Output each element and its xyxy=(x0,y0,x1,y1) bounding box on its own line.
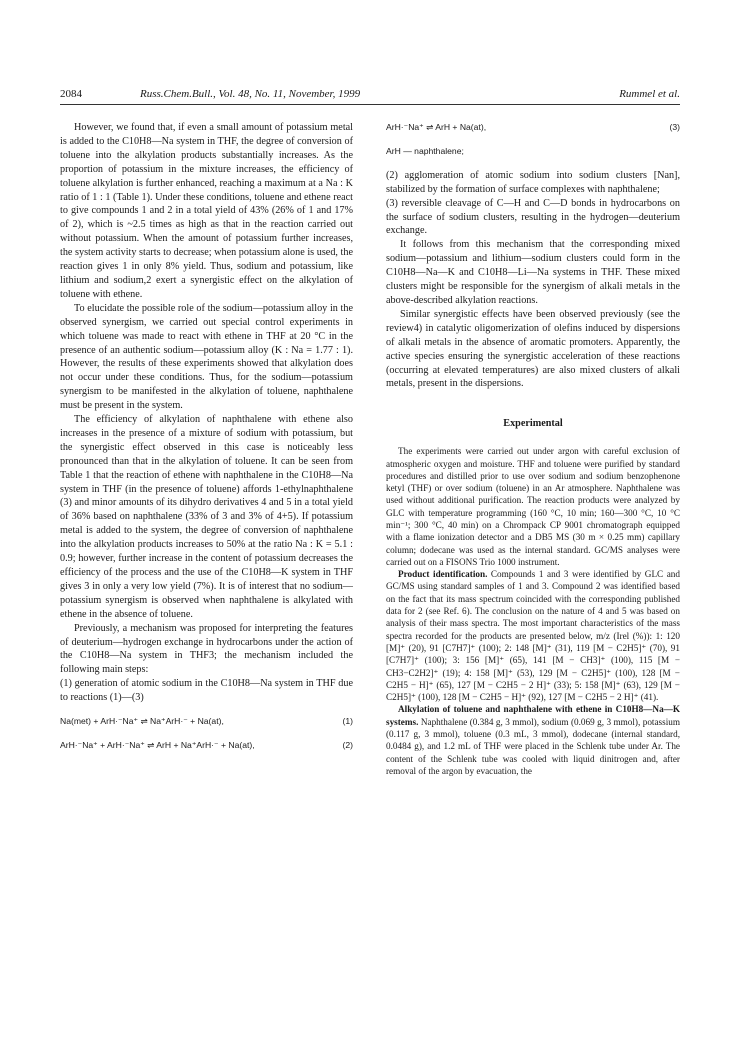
equation-2 xyxy=(60,739,353,753)
experimental-alkylation xyxy=(386,703,680,777)
equation-3-number: (3) xyxy=(669,122,680,132)
paragraph-alloy-control: To elucidate the possible role of the sodium—potassium alloy in the observed synergism, we carried out special control experiments in which toluene was made to react with ethene in THF at 20 °C in the presence of an authentic sodium—potassium alloy (K : Na = 1.77 : 1). However, the results of these experiments showed that alkylation does not occur under these conditions. Thus, for the sodium—potassium synergism to be manifested in the alkylation of toluene, naphthalene must be present in the system. xyxy=(60,302,353,412)
equation-1-number: (1) xyxy=(342,716,353,727)
equation-3-text: ArH·⁻Na⁺ ⇌ ArH + Na(at), xyxy=(386,122,487,132)
journal-citation: Russ.Chem.Bull., Vol. 48, No. 11, November, 1999 xyxy=(140,88,361,100)
paragraph-mechanism-intro: Previously, a mechanism was proposed for interpreting the features of deuterium—hydrogen exchange in hydrocarbons under the action of the C10H8—Na system in THF3; the mechanism included the following main steps: xyxy=(60,622,353,676)
right-column xyxy=(386,121,680,777)
left-column xyxy=(60,121,353,763)
identification-text: Compounds 1 and 3 were identified by GLC and GC/MS using standard samples of 1 and 3. Compound 2 was identified based on the fact that its mass spectrum coincided with the corresponding published data for 2 (see Ref. 6). The conclusion on the nature of 4 and 5 was based on analysis of their mass spectra. The most important characteristics of the mass spectra recorded for the products are presented below, m/z (Irel (%)): 1: 120 [M]⁺ (20), 91 [C7H7]⁺ (100); 2: 148 [M]⁺ (31), 119 [M − C2H5]⁺ (70), 91 [C7H7]⁺ (100); 3: 156 [M]⁺ (65), 141 [M − CH3]⁺ (100), 115 [M − CH3−C2H2]⁺ (19); 4: 158 [M]⁺ (53), 129 [M − C2H5]⁺ (100), 128 [M − C2H5 − H]⁺ (65), 127 [M − C2H5 − 2 H]⁺ (33); 5: 158 [M]⁺ (63), 129 [M − C2H5]⁺ (100), 128 [M − C2H5 − H]⁺ (92), 127 [M − C2H5 − 2 H]⁺ (41). xyxy=(386,569,680,703)
mechanism-step-2: (2) agglomeration of atomic sodium into sodium clusters [Nan], stabilized by the formation of surface complexes with naphthalene; xyxy=(386,169,680,195)
run-in-heading-alkylation: Alkylation of toluene and naphthalene with ethene in C10H8—Na—K systems. xyxy=(386,704,680,727)
paragraph-naphthalene-alkylation: The efficiency of alkylation of naphthalene with ethene also increases in the presence of a mixture of sodium with potassium, but the synergistic effect observed in this case is noticeably less pronounced than that in the alkylation of toluene. It can be seen from Table 1 that the reaction of ethene with naphthalene in the C10H8—Na system in THF (in the presence of toluene) affords 1-ethylnaphthalene (3) and minor amounts of its dihydro derivatives 4 and 5 in a total yield of 36% based on naphthalene (33% of 3 and 3% of 4+5). If potassium metal is added to the system, the degree of conversion of naphthalene into the alkylation products increases to 50% at the ratio Na : K = 5.1 : 0.9; however, further increase in the content of potassium decreases the efficiency of the process and the use of the C10H8—K system in THF gives 3 in only a very low yield (7%). It is of interest that no sodium—potassium synergism is observed when naphthalene is alkylated with ethene in the absence of toluene. xyxy=(60,414,353,620)
equation-2-text: ArH·⁻Na⁺ + ArH·⁻Na⁺ ⇌ ArH + Na⁺ArH·⁻ + Na(at), xyxy=(60,739,255,750)
equation-note: ArH — naphthalene; xyxy=(386,145,464,156)
experimental-general: The experiments were carried out under argon with careful exclusion of atmospheric oxygen and moisture. THF and toluene were purified by standard procedures and distilled prior to use over sodium and sodium benzophenone ketyl (THF) or over sodium (toluene) in an Ar atmosphere. Naphthalene was used without additional purification. The reaction products were analyzed by GLC with temperature programming (160 °C, 10 min; 160—300 °C, 10 °C min⁻¹; 300 °C, 40 min) on a Chrompack CP 9001 chromatograph equipped with a flame ionization detector and a DB5 MS (30 m × 0.25 mm) capillary column; dodecane was used as the internal standard. GC/MS analyses were carried out on a FISONS Trio 1000 instrument. xyxy=(386,446,680,567)
equation-2-number: (2) xyxy=(342,739,353,750)
run-in-heading-identification: Product identification. xyxy=(398,569,488,580)
running-authors: Rummel et al. xyxy=(619,88,680,100)
equation-1 xyxy=(60,715,353,729)
experimental-text xyxy=(386,445,680,777)
mechanism-step-3: (3) reversible cleavage of C—H and C—D bonds in hydrocarbons on the surface of sodium clusters, resulting in the hydrogen—deuterium exchange. xyxy=(386,197,680,237)
equation-3 xyxy=(386,121,680,135)
paragraph-mixed-clusters: It follows from this mechanism that the corresponding mixed sodium—potassium and lithium—sodium clusters could form in the C10H8—Na—K and C10H8—Li—Na systems in THF. These mixed clusters might be responsible for the synergism of alkali metals in the above-described alkylation reactions. xyxy=(386,239,680,306)
page-number: 2084 xyxy=(60,88,82,100)
mechanism-step-1: (1) generation of atomic sodium in the C10H8—Na system in THF due to reactions (1)—(3) xyxy=(60,678,353,704)
alkylation-text: Naphthalene (0.384 g, 3 mmol), sodium (0.069 g, 3 mmol), potassium (0.117 g, 3 mmol), toluene (0.3 mL, 3 mmol), dodecane (internal standard, 0.0484 g), and 1.2 mL of THF were placed in the Schlenk tube under Ar. The content of the Schlenk tube was cooled with liquid dinitrogen and, after removal of the argon by evacuation, the xyxy=(386,716,680,776)
equation-1-text: Na(met) + ArH·⁻Na⁺ ⇌ Na⁺ArH·⁻ + Na(at), xyxy=(60,716,224,727)
section-title-experimental: Experimental xyxy=(503,418,563,430)
experimental-identification xyxy=(386,568,680,703)
paragraph-potassium-effect: However, we found that, if even a small amount of potassium metal is added to the C10H8—Na system in THF, the degree of conversion of toluene into the alkylation products substantially increases. As the proportion of potassium in the mixture increases, the efficiency of toluene alkylation is further enhanced, reaching a maximum at a Na : K ratio of 1 : 1 (Table 1). Under these conditions, toluene and ethene react to give compounds 1 and 2 in a total yield of 43% (26% of 1 and 17% of 2), which is ~2.5 times as high as that in the reaction carried out without potassium. When the amount of potassium further increases, the system activity starts to decrease; when potassium alone is used, the reaction gives 1 in only 8% yield. Thus, sodium and potassium, like lithium and sodium,2 exert a synergistic effect on the alkylation of toluene with ethene. xyxy=(60,122,353,300)
running-header xyxy=(60,88,680,105)
paragraph-similar-effects: Similar synergistic effects have been observed previously (see the review4) in catalytic oligomerization of olefins induced by dispersions of alkali metals in the absence of aromatic promoters. Apparently, the active species ensuring the synergistic acceleration of these reactions (occurring at elevated temperatures) are also mixed clusters of alkali metals, present in the dispersions. xyxy=(386,308,680,390)
